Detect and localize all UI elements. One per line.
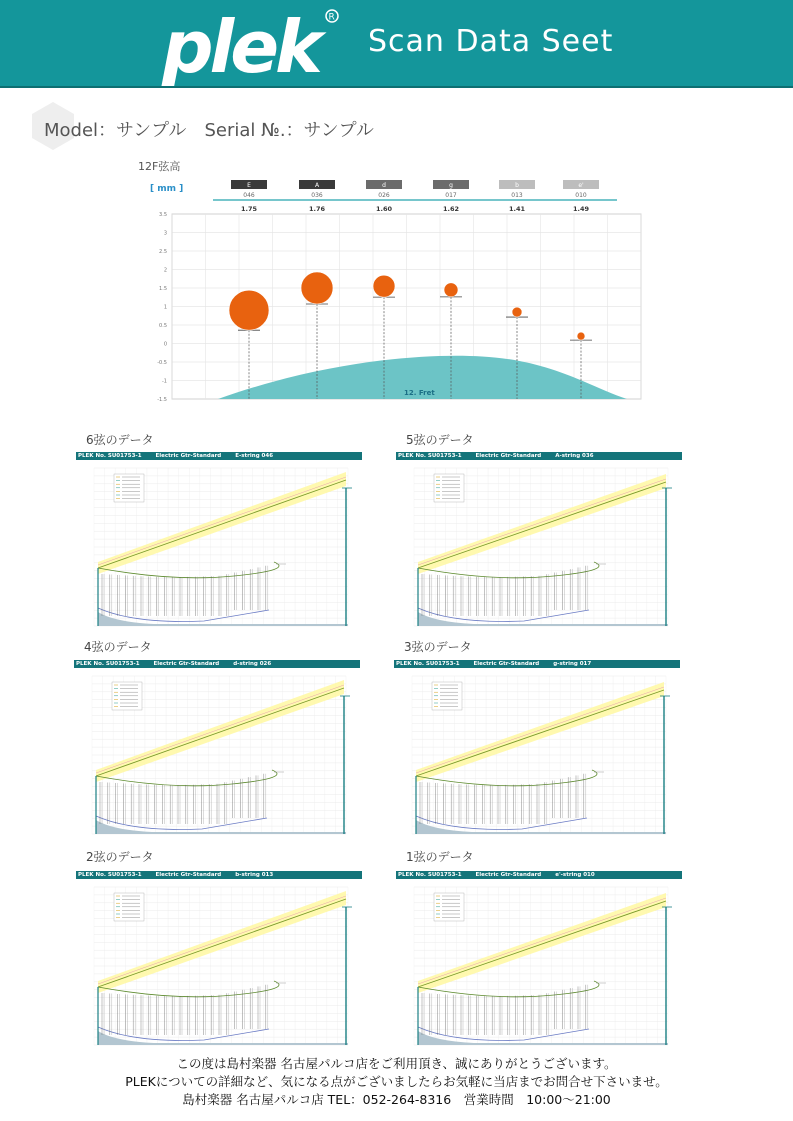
page-title: Scan Data Seet	[368, 24, 614, 59]
panel-header-string: g-string 017	[553, 661, 592, 667]
panel-relief-curve	[98, 981, 279, 997]
panel-section-label: 2弦のデータ	[86, 850, 154, 864]
panel-fretboard	[96, 820, 346, 834]
footer	[0, 1055, 793, 1109]
y-tick-label: 1	[163, 304, 167, 311]
string-height: 1.41	[508, 205, 526, 213]
serial-label: Serial №.：	[204, 120, 304, 141]
panel-header-string: d-string 026	[233, 661, 272, 667]
footer-line-1: この度は島村楽器 名古屋パルコ店をご利用頂き、誠にありがとうございます。	[176, 1056, 617, 1071]
string-gauge: 026	[378, 192, 390, 199]
footer-line-3: 島村楽器 名古屋パルコ店 TEL：052-264-8316 営業時間 10:00〜21:00	[182, 1092, 611, 1107]
string-ball	[373, 275, 395, 297]
panel-chart	[396, 879, 682, 1051]
panel-relief-curve	[96, 770, 277, 786]
panel-chart	[76, 879, 362, 1051]
string-scan-panel	[396, 871, 682, 1051]
panel-relief-curve	[98, 562, 279, 578]
string-height: 1.49	[572, 205, 590, 213]
panel-header-string: b-string 013	[235, 872, 274, 878]
y-tick-label: 3.5	[159, 212, 167, 218]
string-height: 1.60	[375, 205, 393, 213]
string-scan-panel	[394, 660, 680, 840]
string-ball	[301, 272, 333, 304]
panel-header-plek-no: PLEK No. SU01753-1	[396, 661, 460, 667]
panel-header-plek-no: PLEK No. SU01753-1	[398, 872, 462, 878]
panel-header-plek-no: PLEK No. SU01753-1	[76, 661, 140, 667]
panel-header	[76, 871, 362, 879]
string-name: g	[449, 182, 453, 189]
chart-title: 12F弦高	[138, 160, 181, 173]
y-tick-label: 2	[163, 267, 167, 274]
string-ball	[229, 290, 269, 330]
string-scan-panel	[74, 660, 360, 840]
chart-unit: [ mm ]	[150, 184, 184, 194]
svg-text:R: R	[328, 12, 335, 23]
panel-fretboard	[98, 1031, 348, 1045]
panel-chart	[76, 460, 362, 632]
y-tick-label: 1.5	[159, 286, 167, 292]
panel-section-label: 1弦のデータ	[406, 850, 474, 864]
panel-header-string: E-string 046	[235, 453, 274, 459]
panel-fretboard	[416, 820, 666, 834]
panel-header-type: Electric Gtr-Standard	[475, 872, 542, 878]
panel-header	[394, 660, 680, 668]
panel-header-type: Electric Gtr-Standard	[155, 453, 222, 459]
string-gauge: 010	[575, 192, 587, 199]
string-ball	[512, 307, 522, 317]
serial-value: サンプル	[303, 120, 374, 141]
panel-header	[76, 452, 362, 460]
panel-header-type: Electric Gtr-Standard	[473, 661, 540, 667]
header-bar	[0, 0, 793, 88]
panel-header-string: A-string 036	[555, 453, 594, 459]
y-tick-label: 2.5	[159, 249, 167, 255]
plek-logo	[160, 2, 340, 86]
string-name: d	[382, 182, 386, 189]
panel-header	[74, 660, 360, 668]
panel-header-plek-no: PLEK No. SU01753-1	[78, 453, 142, 459]
fret-label: 12. Fret	[404, 389, 435, 397]
string-scan-panel	[76, 871, 362, 1051]
panel-fretboard	[418, 612, 668, 626]
fret12-height-chart	[136, 156, 676, 406]
string-name: E	[247, 182, 251, 189]
y-tick-label: -1	[162, 378, 167, 385]
panel-header-string: e'-string 010	[555, 872, 595, 878]
string-name: e'	[578, 182, 584, 189]
string-gauge: 046	[243, 192, 255, 199]
y-tick-label: -0.5	[157, 360, 167, 366]
panel-header	[396, 452, 682, 460]
y-tick-label: 0	[163, 341, 167, 348]
y-tick-label: -1.5	[157, 397, 167, 403]
panel-header-plek-no: PLEK No. SU01753-1	[398, 453, 462, 459]
string-scan-panel	[76, 452, 362, 632]
panel-chart	[74, 668, 360, 840]
string-height: 1.75	[240, 205, 258, 213]
panel-chart	[396, 460, 682, 632]
panel-section-label: 4弦のデータ	[84, 640, 152, 654]
string-scan-panel	[396, 452, 682, 632]
panel-header-type: Electric Gtr-Standard	[475, 453, 542, 459]
panel-header-type: Electric Gtr-Standard	[153, 661, 220, 667]
panel-fretboard	[418, 1031, 668, 1045]
string-height: 1.76	[308, 205, 326, 213]
footer-line-2: PLEKについての詳細など、気になる点がございましたらお気軽に当店までお問合せ下さいませ。	[125, 1074, 668, 1089]
panel-header-plek-no: PLEK No. SU01753-1	[78, 872, 142, 878]
model-label: Model：	[44, 120, 117, 141]
svg-text:plek: plek	[162, 5, 319, 86]
panel-section-label: 5弦のデータ	[406, 433, 474, 447]
model-serial-line	[44, 116, 374, 142]
string-ball	[577, 332, 585, 340]
string-gauge: 017	[445, 192, 457, 199]
string-gauge: 013	[511, 192, 523, 199]
panel-chart	[394, 668, 680, 840]
y-tick-label: 0.5	[159, 323, 167, 329]
panel-header-type: Electric Gtr-Standard	[155, 872, 222, 878]
string-name: b	[515, 182, 519, 189]
panel-header	[396, 871, 682, 879]
string-height: 1.62	[442, 205, 460, 213]
panel-fretboard	[98, 612, 348, 626]
string-ball	[444, 283, 458, 297]
string-name: A	[314, 182, 320, 189]
model-value: サンプル	[116, 120, 187, 141]
string-gauge: 036	[311, 192, 323, 199]
panel-section-label: 6弦のデータ	[86, 433, 154, 447]
y-tick-label: 3	[163, 230, 167, 237]
panel-section-label: 3弦のデータ	[404, 640, 472, 654]
